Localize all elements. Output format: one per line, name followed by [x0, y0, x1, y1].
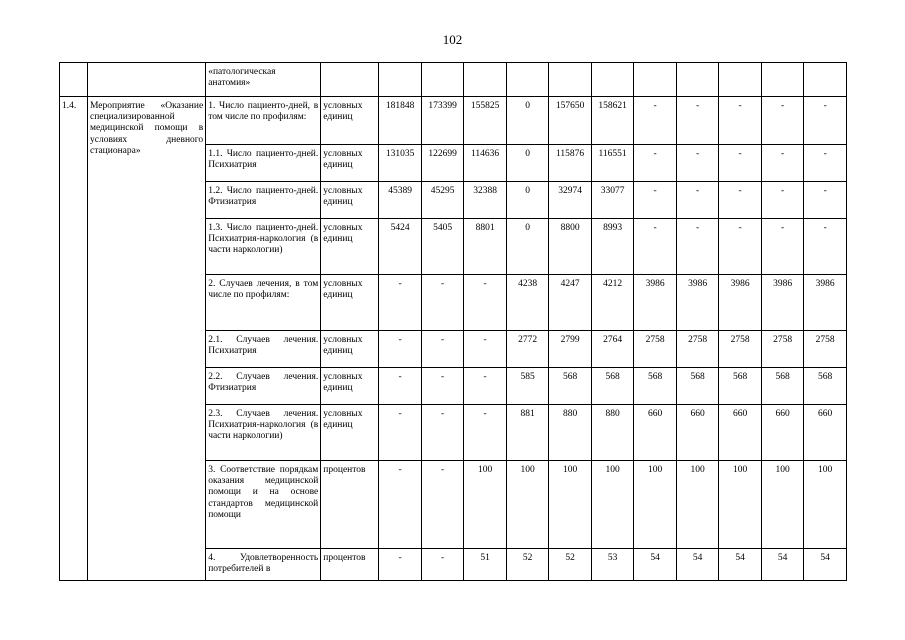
- value-cell: -: [719, 145, 762, 182]
- value-cell: 100: [804, 461, 847, 549]
- value-cell: -: [379, 461, 422, 549]
- indicator-cell: 1. Число пациенто-дней, в том числе по профилям:: [206, 97, 321, 145]
- value-cell: 2758: [719, 331, 762, 368]
- value-cell: -: [379, 549, 422, 581]
- value-cell: 880: [549, 405, 592, 461]
- value-cell: 155825: [464, 97, 507, 145]
- value-cell: 3986: [719, 275, 762, 331]
- value-cell: 881: [506, 405, 549, 461]
- value-cell: 181848: [379, 97, 422, 145]
- value-cell: 3986: [676, 275, 719, 331]
- value-cell: 568: [804, 368, 847, 405]
- value-cell: 122699: [421, 145, 464, 182]
- value-cell: 54: [761, 549, 804, 581]
- value-cell: -: [379, 275, 422, 331]
- value-cell: 100: [506, 461, 549, 549]
- value-cell: 158621: [591, 97, 634, 145]
- value-cell: 100: [719, 461, 762, 549]
- value-cell: 2772: [506, 331, 549, 368]
- value-cell: 100: [676, 461, 719, 549]
- value-cell: 100: [591, 461, 634, 549]
- value-cell: 8801: [464, 219, 507, 275]
- unit-cell: процентов: [321, 461, 379, 549]
- value-cell: 115876: [549, 145, 592, 182]
- value-cell: 2758: [761, 331, 804, 368]
- value-cell: 45389: [379, 182, 422, 219]
- value-cell: -: [634, 145, 677, 182]
- indicator-cell: 2.3. Случаев лечения. Психиатрия-наркология (в части наркологии): [206, 405, 321, 461]
- value-cell: 2764: [591, 331, 634, 368]
- value-cell: 0: [506, 97, 549, 145]
- value-cell: 52: [549, 549, 592, 581]
- value-cell: -: [421, 368, 464, 405]
- value-cell: 8993: [591, 219, 634, 275]
- value-cell: 45295: [421, 182, 464, 219]
- value-cell: -: [761, 219, 804, 275]
- value-cell: 53: [591, 549, 634, 581]
- value-cell: -: [761, 182, 804, 219]
- value-cell: 880: [591, 405, 634, 461]
- value-cell: 33077: [591, 182, 634, 219]
- indicator-cell: 1.2. Число пациенто-дней. Фтизиатрия: [206, 182, 321, 219]
- value-cell: 54: [804, 549, 847, 581]
- value-cell: 54: [634, 549, 677, 581]
- value-cell: 568: [549, 368, 592, 405]
- value-cell: 660: [676, 405, 719, 461]
- value-cell: 3986: [634, 275, 677, 331]
- value-cell: -: [804, 219, 847, 275]
- value-cell: 5405: [421, 219, 464, 275]
- value-cell: -: [634, 97, 677, 145]
- value-cell: 568: [634, 368, 677, 405]
- value-cell: 100: [634, 461, 677, 549]
- value-cell: 0: [506, 145, 549, 182]
- value-cell: -: [676, 219, 719, 275]
- value-cell: -: [379, 331, 422, 368]
- value-cell: -: [634, 219, 677, 275]
- value-cell: 660: [761, 405, 804, 461]
- value-cell: 2758: [804, 331, 847, 368]
- item-name: Мероприятие «Оказание специализированной медицинской помощи в условиях дневного стационара»: [87, 97, 205, 581]
- value-cell: 100: [464, 461, 507, 549]
- value-cell: 660: [634, 405, 677, 461]
- value-cell: -: [719, 219, 762, 275]
- indicator-cell: 1.3. Число пациенто-дней. Психиатрия-наркология (в части наркологии): [206, 219, 321, 275]
- value-cell: 2758: [676, 331, 719, 368]
- value-cell: 585: [506, 368, 549, 405]
- unit-cell: процентов: [321, 549, 379, 581]
- value-cell: -: [804, 182, 847, 219]
- value-cell: 568: [591, 368, 634, 405]
- value-cell: 114636: [464, 145, 507, 182]
- indicator-cell: 2.1. Случаев лечения. Психиатрия: [206, 331, 321, 368]
- value-cell: -: [464, 331, 507, 368]
- value-cell: 568: [761, 368, 804, 405]
- indicator-cell: 2. Случаев лечения, в том числе по профилям:: [206, 275, 321, 331]
- unit-cell: условных единиц: [321, 331, 379, 368]
- value-cell: 2799: [549, 331, 592, 368]
- indicator-table: [59, 62, 847, 581]
- value-cell: 100: [549, 461, 592, 549]
- value-cell: -: [379, 405, 422, 461]
- value-cell: -: [761, 97, 804, 145]
- value-cell: 157650: [549, 97, 592, 145]
- value-cell: 52: [506, 549, 549, 581]
- page-number: 102: [442, 32, 463, 47]
- value-cell: 8800: [549, 219, 592, 275]
- value-cell: -: [421, 405, 464, 461]
- value-cell: 660: [719, 405, 762, 461]
- value-cell: 568: [676, 368, 719, 405]
- indicator-cell: «патологическая анатомия»: [206, 63, 321, 97]
- value-cell: 0: [506, 182, 549, 219]
- value-cell: -: [421, 549, 464, 581]
- unit-cell: условных единиц: [321, 219, 379, 275]
- value-cell: -: [421, 331, 464, 368]
- value-cell: 32974: [549, 182, 592, 219]
- value-cell: -: [761, 145, 804, 182]
- table-row: [60, 97, 847, 145]
- value-cell: -: [421, 461, 464, 549]
- value-cell: 3986: [804, 275, 847, 331]
- value-cell: 173399: [421, 97, 464, 145]
- value-cell: 51: [464, 549, 507, 581]
- value-cell: 4238: [506, 275, 549, 331]
- value-cell: 32388: [464, 182, 507, 219]
- value-cell: 100: [761, 461, 804, 549]
- unit-cell: условных единиц: [321, 405, 379, 461]
- value-cell: -: [421, 275, 464, 331]
- unit-cell: условных единиц: [321, 275, 379, 331]
- value-cell: 116551: [591, 145, 634, 182]
- value-cell: -: [676, 182, 719, 219]
- value-cell: -: [719, 97, 762, 145]
- value-cell: 5424: [379, 219, 422, 275]
- value-cell: 3986: [761, 275, 804, 331]
- unit-cell: условных единиц: [321, 145, 379, 182]
- value-cell: 0: [506, 219, 549, 275]
- value-cell: -: [464, 405, 507, 461]
- value-cell: 660: [804, 405, 847, 461]
- value-cell: -: [379, 368, 422, 405]
- value-cell: 2758: [634, 331, 677, 368]
- indicator-cell: 1.1. Число пациенто-дней. Психиатрия: [206, 145, 321, 182]
- value-cell: 131035: [379, 145, 422, 182]
- table-row-continuation: [60, 63, 847, 97]
- value-cell: 4247: [549, 275, 592, 331]
- indicator-cell: 4. Удовлетворенность потребителей в: [206, 549, 321, 581]
- value-cell: -: [676, 97, 719, 145]
- value-cell: 568: [719, 368, 762, 405]
- value-cell: -: [676, 145, 719, 182]
- unit-cell: условных единиц: [321, 182, 379, 219]
- value-cell: -: [719, 182, 762, 219]
- indicator-cell: 3. Соответствие порядкам оказания медицинской помощи и на основе стандартов медицинской помощи: [206, 461, 321, 549]
- unit-cell: условных единиц: [321, 368, 379, 405]
- value-cell: 54: [719, 549, 762, 581]
- value-cell: -: [804, 145, 847, 182]
- value-cell: -: [804, 97, 847, 145]
- item-code: 1.4.: [60, 97, 88, 581]
- value-cell: -: [464, 275, 507, 331]
- value-cell: 4212: [591, 275, 634, 331]
- indicator-cell: 2.2. Случаев лечения. Фтизиатрия: [206, 368, 321, 405]
- value-cell: -: [634, 182, 677, 219]
- unit-cell: условных единиц: [321, 97, 379, 145]
- value-cell: -: [464, 368, 507, 405]
- value-cell: 54: [676, 549, 719, 581]
